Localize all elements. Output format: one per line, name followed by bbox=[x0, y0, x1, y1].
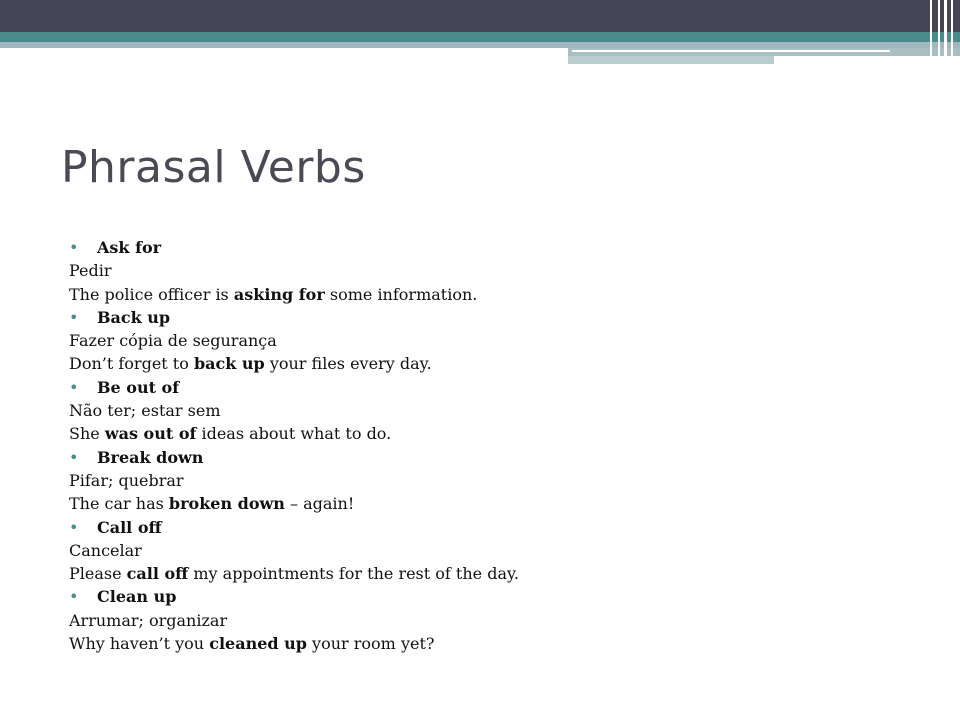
vocab-example bbox=[69, 632, 929, 655]
example-text: The police officer is bbox=[69, 284, 234, 304]
vocab-translation: Não ter; estar sem bbox=[69, 401, 221, 421]
vocab-term-row bbox=[69, 376, 929, 399]
vocab-translation: Fazer cópia de segurança bbox=[69, 331, 277, 351]
example-highlight: back up bbox=[193, 354, 265, 374]
example-highlight: asking for bbox=[233, 284, 325, 304]
vocab-entry bbox=[69, 376, 929, 446]
vocab-example bbox=[69, 283, 929, 306]
header-vertical-line bbox=[944, 0, 947, 66]
slide-title: Phrasal Verbs bbox=[61, 142, 366, 193]
vocab-entry bbox=[69, 236, 929, 306]
vocab-term-row bbox=[69, 516, 929, 539]
bullet-icon: • bbox=[69, 377, 79, 397]
vocab-term: Clean up bbox=[97, 587, 177, 607]
example-text: The car has bbox=[69, 494, 169, 514]
vocab-term: Be out of bbox=[97, 377, 180, 397]
vocabulary-list bbox=[69, 236, 929, 655]
bullet-icon: • bbox=[69, 307, 79, 327]
header-dark-bar bbox=[0, 0, 960, 32]
example-highlight: broken down bbox=[168, 494, 285, 514]
header-vertical-line bbox=[938, 0, 940, 66]
vocab-term-row bbox=[69, 236, 929, 259]
vocab-translation: Pifar; quebrar bbox=[69, 470, 184, 490]
example-highlight: call off bbox=[126, 564, 189, 584]
example-highlight: cleaned up bbox=[209, 634, 307, 654]
bullet-icon: • bbox=[69, 517, 79, 537]
header-vertical-line bbox=[951, 0, 953, 66]
bullet-icon: • bbox=[69, 587, 79, 607]
vocab-term-row bbox=[69, 306, 929, 329]
vocab-term-row bbox=[69, 585, 929, 608]
vocab-example bbox=[69, 422, 929, 445]
bullet-icon: • bbox=[69, 238, 79, 257]
header-teal-band bbox=[0, 32, 960, 42]
vocab-term: Ask for bbox=[97, 238, 162, 257]
vocab-term: Call off bbox=[97, 517, 162, 537]
example-text: your room yet? bbox=[306, 634, 435, 654]
example-text: my appointments for the rest of the day. bbox=[188, 564, 519, 584]
vocab-entry bbox=[69, 306, 929, 376]
vocab-example bbox=[69, 562, 929, 585]
vocab-entry bbox=[69, 516, 929, 586]
vocab-term: Break down bbox=[97, 447, 204, 467]
vocab-example bbox=[69, 352, 929, 375]
vocab-translation: Arrumar; organizar bbox=[69, 610, 228, 630]
vocab-translation: Cancelar bbox=[69, 540, 142, 560]
header-gray-band-short bbox=[568, 56, 774, 64]
vocab-entry bbox=[69, 446, 929, 516]
header-highlight-line bbox=[572, 50, 890, 52]
header-vertical-line bbox=[930, 0, 932, 66]
vocab-translation: Pedir bbox=[69, 261, 112, 281]
example-text: Please bbox=[69, 564, 127, 584]
vocab-term: Back up bbox=[97, 307, 171, 327]
bullet-icon: • bbox=[69, 447, 79, 467]
example-text: some information. bbox=[324, 284, 478, 304]
example-text: Don’t forget to bbox=[69, 354, 194, 374]
example-text: She bbox=[69, 424, 105, 444]
example-text: – again! bbox=[284, 494, 355, 514]
vocab-example bbox=[69, 492, 929, 515]
example-text: your files every day. bbox=[264, 354, 432, 374]
example-text: ideas about what to do. bbox=[196, 424, 392, 444]
vocab-term-row bbox=[69, 446, 929, 469]
example-highlight: was out of bbox=[104, 424, 197, 444]
example-text: Why haven’t you bbox=[69, 634, 210, 654]
vocab-entry bbox=[69, 585, 929, 655]
